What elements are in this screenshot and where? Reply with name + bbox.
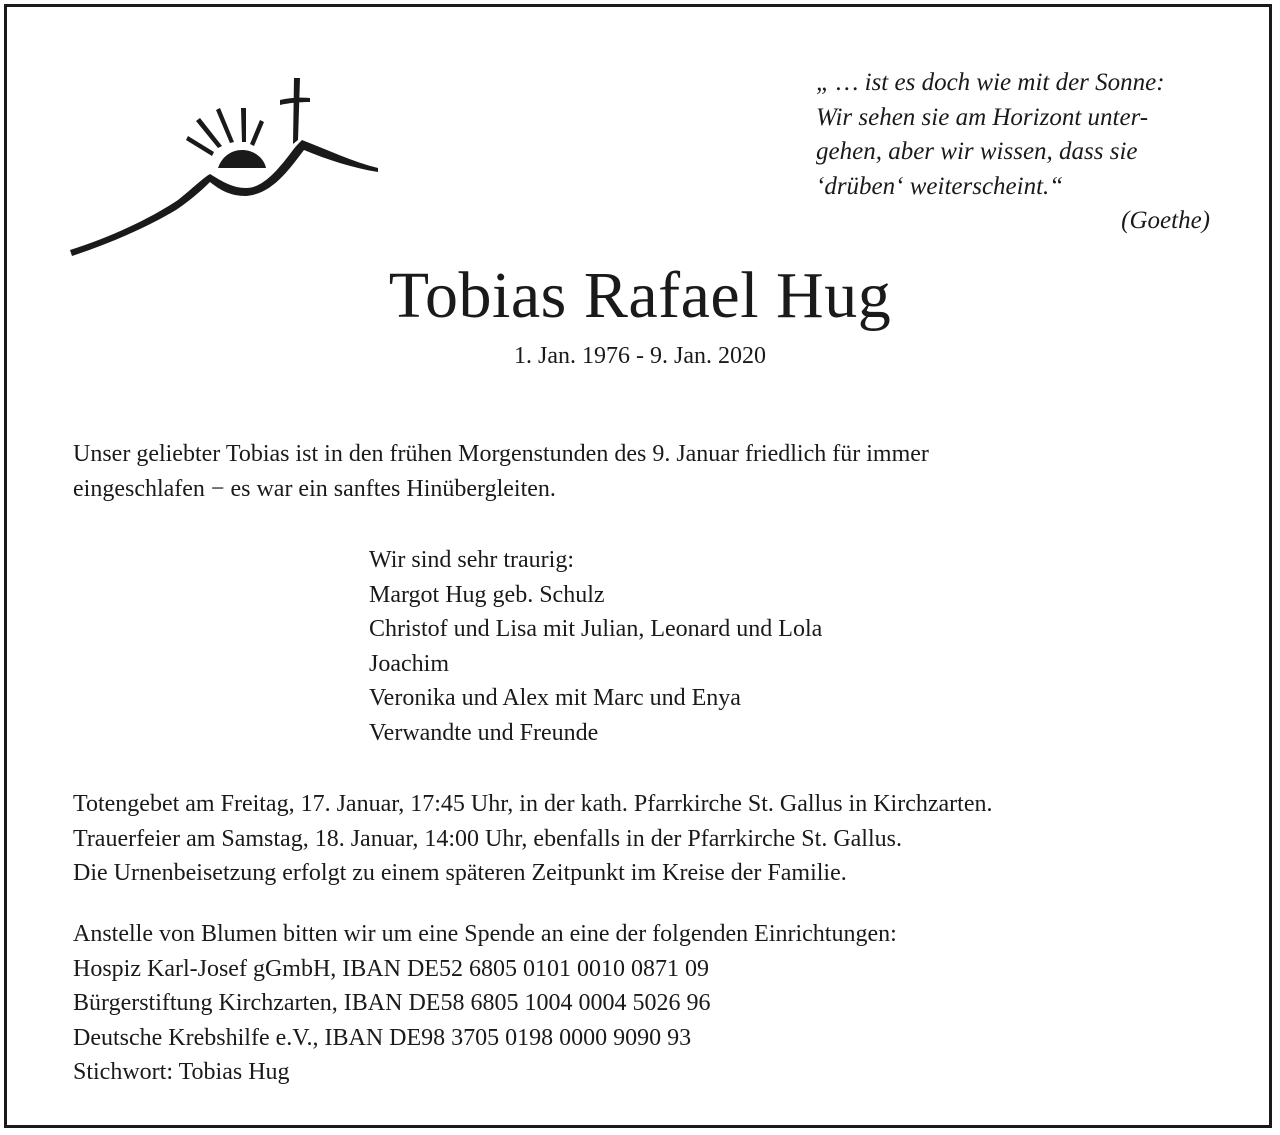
donation-info — [73, 917, 897, 1090]
donation-entry: Deutsche Krebshilfe e.V., IBAN DE98 3705 0198 0000 9090 93 — [73, 1024, 692, 1051]
life-dates: 1. Jan. 1976 - 9. Jan. 2020 — [514, 343, 766, 369]
intro-line: Unser geliebter Tobias ist in den frühen Morgenstunden des 9. Januar friedlich für immer — [73, 441, 929, 467]
intro-line: eingeschlafen − es war ein sanftes Hinübergleiten. — [73, 475, 556, 502]
quote-line: gehen, aber wir wissen, dass sie — [816, 138, 1138, 165]
quote-line: Wir sehen sie am Horizont unter- — [816, 103, 1149, 131]
quote-line: ‘drüben‘ weiterscheint.“ — [816, 172, 1064, 200]
donation-keyword: Stichwort: Tobias Hug — [73, 1059, 290, 1085]
goethe-quote — [816, 66, 1216, 239]
mourners-list — [369, 543, 822, 750]
donation-entry: Bürgerstiftung Kirchzarten, IBAN DE58 6805 1004 0004 5026 96 — [73, 990, 711, 1016]
service-line: Trauerfeier am Samstag, 18. Januar, 14:00 Uhr, ebenfalls in der Pfarrkirche St. Gallus. — [73, 825, 902, 852]
donation-entry: Hospiz Karl-Josef gGmbH, IBAN DE52 6805 0101 0010 0871 09 — [73, 955, 709, 982]
quote-line: „ … ist es doch wie mit der Sonne: — [816, 69, 1165, 96]
mourner-entry: Verwandte und Freunde — [369, 719, 599, 746]
mountain-sun-cross-icon — [68, 70, 380, 260]
service-info — [73, 787, 992, 891]
donation-heading: Anstelle von Blumen bitten wir um eine Spende an eine der folgenden Einrichtungen: — [73, 921, 897, 947]
service-line: Die Urnenbeisetzung erfolgt zu einem späteren Zeitpunkt im Kreise der Familie. — [73, 860, 847, 886]
mourner-entry: Christof und Lisa mit Julian, Leonard und Lola — [369, 616, 823, 642]
mourners-heading: Wir sind sehr traurig: — [369, 547, 574, 573]
mourner-entry: Margot Hug geb. Schulz — [369, 581, 605, 608]
quote-author: (Goethe) — [1121, 207, 1210, 234]
deceased-name: Tobias Rafael Hug — [388, 259, 892, 332]
mourner-entry: Veronika und Alex mit Marc und Enya — [369, 685, 741, 711]
mourner-entry: Joachim — [369, 650, 449, 677]
service-line: Totengebet am Freitag, 17. Januar, 17:45 Uhr, in der kath. Pfarrkirche St. Gallus in Kirchzarten. — [73, 791, 993, 817]
intro-paragraph — [73, 437, 929, 506]
